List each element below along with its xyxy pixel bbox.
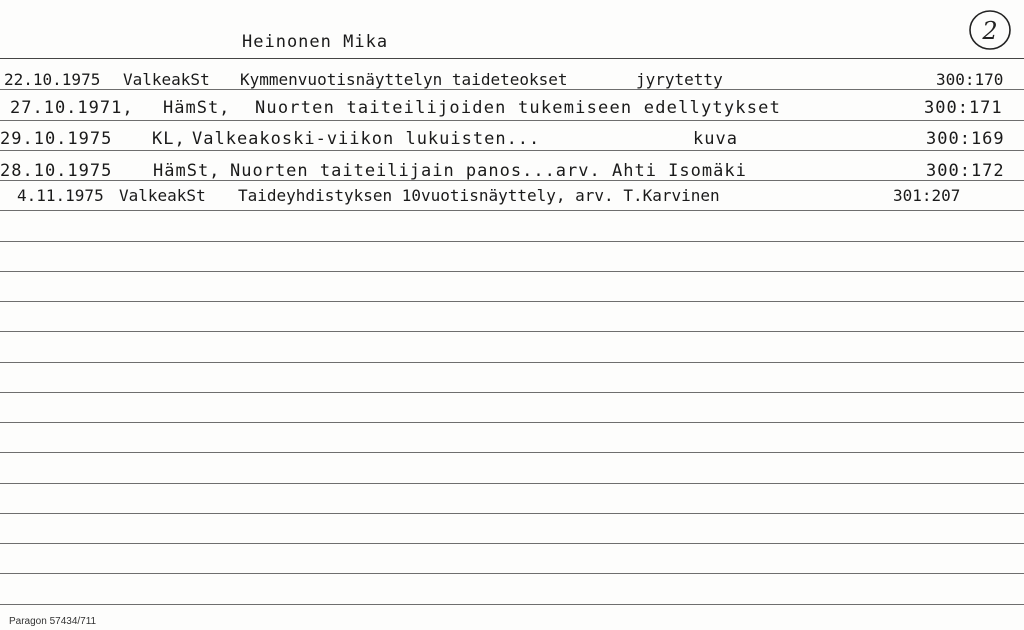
header-rule [0,58,1024,59]
card-number-text: 2 [982,17,998,45]
ruled-line [0,604,1024,605]
entry-source: KL, [152,129,186,149]
entry-note: kuva [693,129,738,149]
entry-date: 29.10.1975 [0,129,113,149]
entry-source: HämSt, [153,161,221,181]
person-name: Heinonen Mika [242,32,389,52]
entry-source: ValkeakSt [119,186,206,205]
entry-title: Taideyhdistyksen 10vuotisnäyttely, arv. T.Karvinen [238,186,720,205]
card-number-badge [968,8,1012,52]
ruled-line [0,392,1024,393]
card-footer-print: Paragon 57434/711 [9,616,97,627]
entry-source: HämSt, [163,98,231,118]
entry-row [0,70,1024,94]
ruled-line [0,452,1024,453]
entry-date: 22.10.1975 [4,70,101,89]
ruled-line [0,483,1024,484]
entry-ref: 300:172 [926,161,1005,181]
entry-date: 4.11.1975 [17,186,104,205]
ruled-line [0,573,1024,574]
entry-ref: 300:170 [936,70,1004,89]
entry-ref: 300:171 [924,98,1003,118]
ruled-line [0,543,1024,544]
ruled-line [0,331,1024,332]
entry-title: Nuorten taiteilijain panos...arv. Ahti Isomäki [230,161,747,181]
entry-row [0,98,1024,122]
entry-title: Kymmenvuotisnäyttelyn taideteokset [240,70,568,89]
entry-row [0,161,1024,185]
circled-number [968,8,1012,52]
entry-note: jyrytetty [636,70,723,89]
entry-ref: 300:169 [926,129,1005,149]
entry-date: 27.10.1971, [10,98,134,118]
ruled-line [0,271,1024,272]
entry-ref: 301:207 [893,186,961,205]
entry-row [0,129,1024,153]
ruled-line [0,422,1024,423]
entry-title: Nuorten taiteilijoiden tukemiseen edellytykset [255,98,782,118]
ruled-line [0,241,1024,242]
ruled-line [0,301,1024,302]
ruled-line [0,210,1024,211]
ruled-line [0,513,1024,514]
entry-source: ValkeakSt [123,70,210,89]
ruled-line [0,362,1024,363]
entry-row [0,186,1024,210]
entry-date: 28.10.1975 [0,161,113,181]
entry-title: Valkeakoski-viikon lukuisten... [192,129,541,149]
